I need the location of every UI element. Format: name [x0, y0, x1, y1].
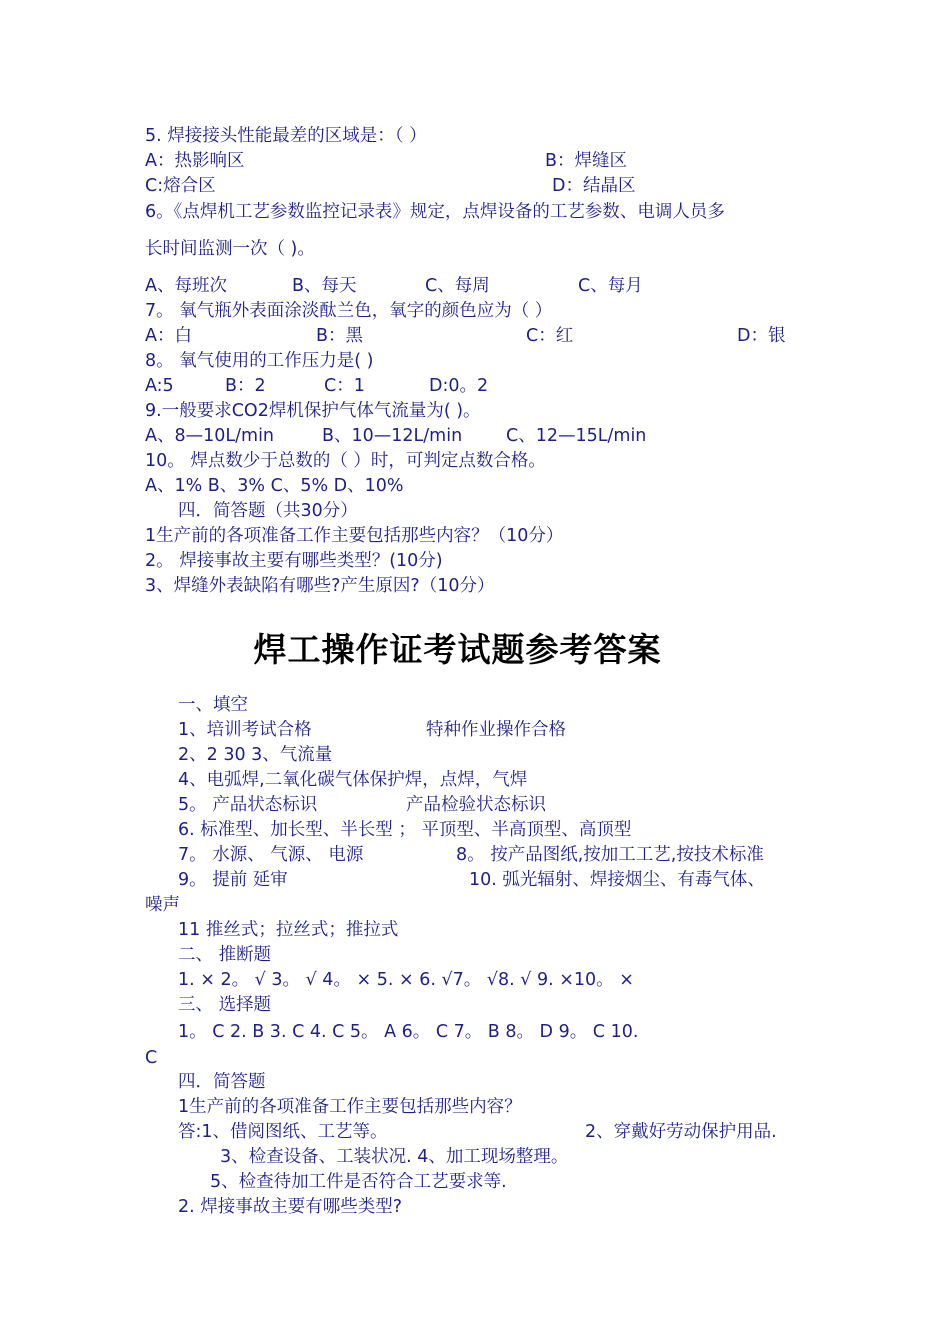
question-7-option-b: B：黑 [316, 326, 364, 346]
answer-4: 4、电弧焊,二氧化碳气体保护焊，点焊，气焊 [178, 770, 528, 790]
answer-1-right: 特种作业操作合格 [426, 720, 566, 740]
answer-2: 2、2 30 3、气流量 [178, 745, 333, 765]
question-9-option-c: C、12—15L/min [506, 426, 647, 446]
section-4-heading: 四．简答题（共30分） [178, 501, 358, 521]
question-8-option-b: B：2 [225, 376, 266, 396]
answer-1-left: 1、培训考试合格 [178, 720, 312, 740]
question-6-line-2: 长时间监测一次（ )。 [145, 239, 315, 259]
question-6-option-c2: C、每月 [578, 276, 643, 296]
question-6-option-b: B、每天 [292, 276, 357, 296]
question-7-option-d: D：银 [737, 326, 786, 346]
question-9-option-a: A、8—10L/min [145, 426, 275, 446]
question-5-option-d: D：结晶区 [552, 176, 636, 196]
question-9: 9.一般要求CO2焊机保护气体气流量为( )。 [145, 401, 481, 421]
fill-blank-heading: 一、填空 [178, 695, 248, 715]
short-answer-heading: 四．简答题 [178, 1072, 266, 1092]
choice-answers-continued: C [145, 1048, 158, 1068]
answer-11: 11 推丝式；拉丝式；推拉式 [178, 920, 399, 940]
question-6-option-c: C、每周 [425, 276, 490, 296]
question-8-option-a: A:5 [145, 376, 174, 396]
answer-title: 焊工操作证考试题参考答案 [253, 630, 662, 669]
choice-answers: 1。 C 2. B 3. C 4. C 5。 A 6。 C 7。 B 8。 D 9。 C 10. [178, 1022, 639, 1042]
short-answer-1-line-2: 3、检查设备、工装状况. 4、加工现场整理。 [220, 1147, 569, 1167]
true-false-answers: 1. × 2。 √ 3。 √ 4。 × 5. × 6. √7。 √8. √ 9. ×10。 × [178, 970, 634, 990]
question-5-option-b: B：焊缝区 [545, 151, 628, 171]
question-5-option-c: C:熔合区 [145, 176, 216, 196]
answer-6: 6. 标准型、加长型、半长型 ； 平顶型、半高顶型、高顶型 [178, 820, 632, 840]
answer-5-left: 5。 产品状态标识 [178, 795, 318, 815]
question-7: 7。 氧气瓶外表面涂淡酞兰色，氧字的颜色应为（ ） [145, 301, 553, 321]
short-answer-1-line-1-right: 2、穿戴好劳动保护用品. [585, 1122, 777, 1142]
question-5: 5. 焊接接头性能最差的区域是：（ ） [145, 126, 427, 146]
short-answer-1: 1生产前的各项准备工作主要包括那些内容？（10分） [145, 526, 564, 546]
short-answer-1-line-3: 5、检查待加工件是否符合工艺要求等. [210, 1172, 507, 1192]
choice-heading: 三、 选择题 [178, 995, 272, 1015]
answer-5-right: 产品检验状态标识 [406, 795, 546, 815]
answer-10: 10. 弧光辐射、焊接烟尘、有毒气体、 [469, 870, 765, 890]
answer-9: 9。 提前 延审 [178, 870, 288, 890]
short-answer-1-line-1-left: 答:1、借阅图纸、工艺等。 [178, 1122, 388, 1142]
question-10-options: A、1% B、3% C、5% D、10% [145, 476, 404, 496]
short-answer-2: 2。 焊接事故主要有哪些类型？(10分) [145, 551, 443, 571]
answer-10-continued: 噪声 [145, 895, 180, 915]
true-false-heading: 二、 推断题 [178, 945, 272, 965]
question-6-option-a: A、每班次 [145, 276, 227, 296]
answer-7: 7。 水源、 气源、 电源 [178, 845, 364, 865]
question-8-option-d: D:0。2 [429, 376, 489, 396]
question-8-option-c: C：1 [324, 376, 365, 396]
short-answer-question-1: 1生产前的各项准备工作主要包括那些内容？ [178, 1097, 522, 1117]
question-8: 8。 氧气使用的工作压力是( ) [145, 351, 374, 371]
short-answer-question-2: 2. 焊接事故主要有哪些类型? [178, 1197, 403, 1217]
question-7-option-a: A：白 [145, 326, 192, 346]
short-answer-3: 3、焊缝外表缺陷有哪些?产生原因?（10分） [145, 576, 495, 596]
question-5-option-a: A：热影响区 [145, 151, 245, 171]
question-6-line-1: 6。《点焊机工艺参数监控记录表》规定，点焊设备的工艺参数、电调人员多 [145, 202, 725, 222]
question-7-option-c: C：红 [526, 326, 574, 346]
question-10: 10。 焊点数少于总数的（ ）时，可判定点数合格。 [145, 451, 546, 471]
answer-8: 8。 按产品图纸,按加工工艺,按技术标准 [456, 845, 764, 865]
question-9-option-b: B、10—12L/min [322, 426, 463, 446]
